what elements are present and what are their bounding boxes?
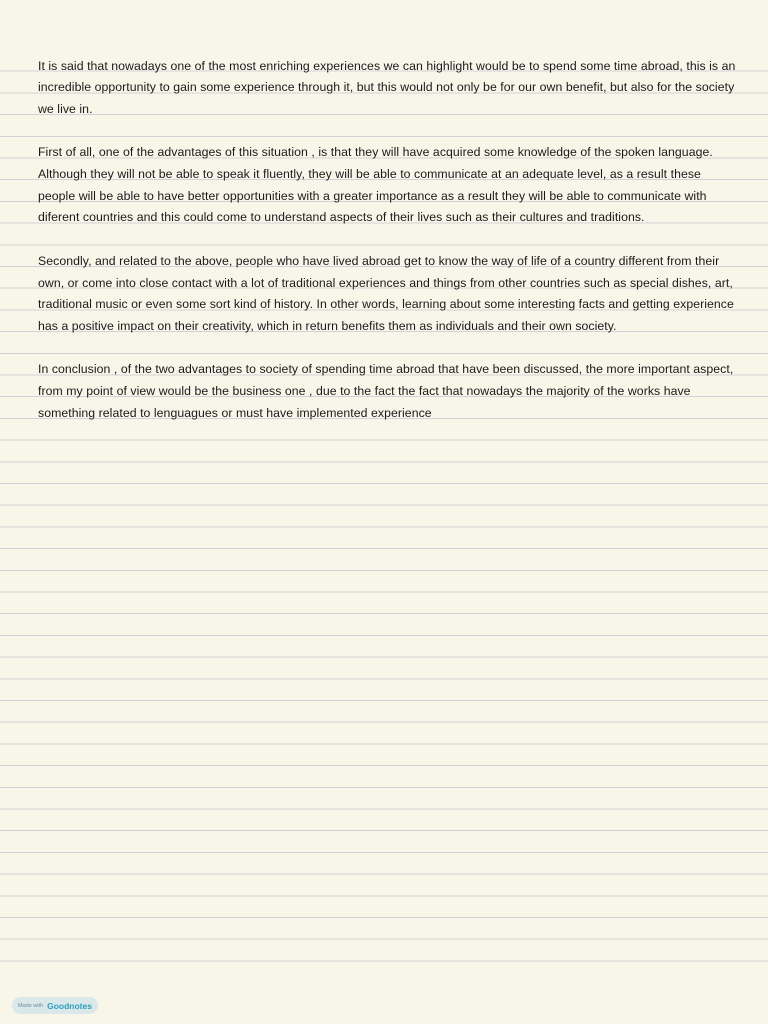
paragraph-conclusion: In conclusion , of the two advantages to society of spending time abroad that have been discussed, the more important aspect, from my point of view would be the business one , due to the fact the fact that nowadays the majority of the works have something related to lenguagues or must have implemented experience (38, 362, 734, 420)
goodnotes-watermark (12, 997, 98, 1014)
paragraph-intro: It is said that nowadays one of the most enriching experiences we can highlight would be to spend some time abroad, this is an incredible opportunity to gain some experience through it, but this would not only be for our own benefit, but also for the society we live in. (38, 58, 736, 116)
paragraph-second-advantage: Secondly, and related to the above, people who have lived abroad get to know the way of life of a country different from their own, or come into close contact with a lot of traditional experiences and things from other countries such as special dishes, art, traditional music or even some sort kind of history. In other words, learning about some interesting facts and getting experience has a positive impact on their creativity, which in return benefits them as individuals and their own society. (38, 253, 734, 333)
paragraph-first-advantage: First of all, one of the advantages of this situation , is that they will have acquired some knowledge of the spoken language. Although they will not be able to speak it fluently, they will be able to communicate at an adequate level, as a result these people will be able to have better opportunities with a greater importance as a result they will be able to communicate with diferent countries and this could come to understand aspects of their lives such as their cultures and traditions. (38, 145, 713, 225)
essay-text (38, 56, 738, 447)
watermark-brand: Goodnotes (47, 1000, 92, 1011)
watermark-prefix: Made with (18, 1002, 44, 1009)
